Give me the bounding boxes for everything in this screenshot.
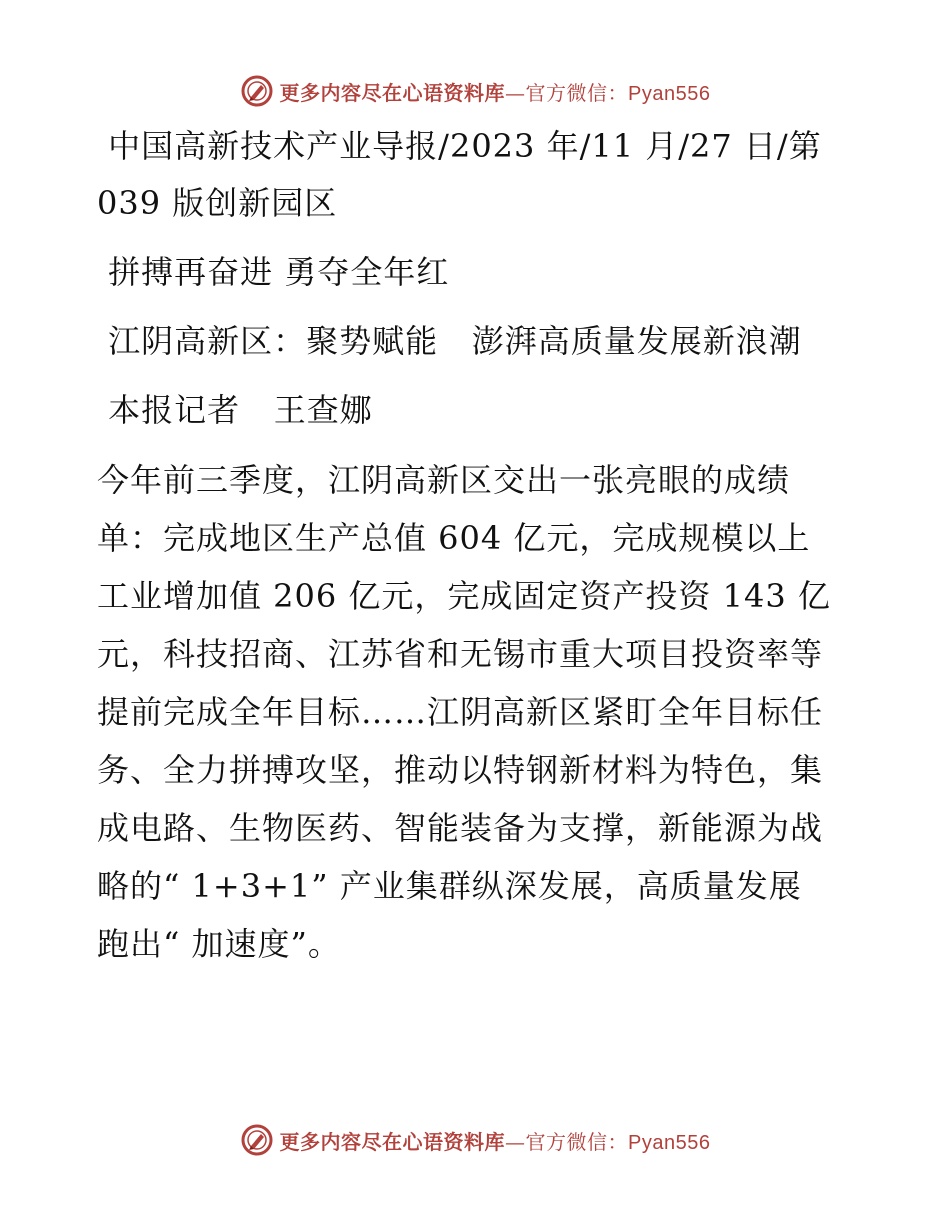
body-line: 跑出“ 加速度”。 — [97, 925, 341, 963]
body-line: 今年前三季度，江阴高新区交出一张亮眼的成绩 — [97, 461, 791, 499]
body-line: 工业增加值 206 亿元，完成固定资产投资 143 亿 — [97, 577, 831, 615]
article — [97, 118, 857, 973]
watermark-separator: — — [505, 80, 526, 105]
footer-watermark — [0, 1120, 950, 1160]
article-kicker: 拼搏再奋进 勇夺全年红 — [97, 253, 450, 291]
source-line-continued: 039 版创新园区 — [97, 184, 338, 222]
watermark-title: 更多内容尽在心语资料库 — [279, 80, 506, 105]
article-headline: 江阴高新区：聚势赋能 澎湃高质量发展新浪潮 — [97, 322, 802, 360]
body-line: 元，科技招商、江苏省和无锡市重大项目投资率等 — [97, 635, 824, 673]
body-line: 略的“ 1+3+1” 产业集群纵深发展，高质量发展 — [97, 867, 802, 905]
source-line: 中国高新技术产业导报/2023 年/11 月/27 日/第 — [97, 127, 822, 165]
body-line: 务、全力拼搏攻坚，推动以特钢新材料为特色，集 — [97, 751, 824, 789]
watermark-text — [280, 1126, 711, 1155]
body-line: 成电路、生物医药、智能装备为支撑，新能源为战 — [97, 809, 824, 847]
watermark-text — [280, 77, 711, 106]
body-line: 提前完成全年目标……江阴高新区紧盯全年目标任 — [97, 693, 824, 731]
watermark-title: 更多内容尽在心语资料库 — [279, 1129, 506, 1154]
pen-nib-logo-icon — [240, 74, 274, 108]
pen-nib-logo-icon — [240, 1123, 274, 1157]
article-body — [97, 451, 857, 973]
watermark-wechat: 官方微信：Pyan556 — [525, 82, 711, 105]
header-watermark — [0, 71, 950, 111]
watermark-wechat: 官方微信：Pyan556 — [525, 1131, 711, 1154]
article-byline: 本报记者 王查娜 — [97, 391, 373, 429]
watermark-separator: — — [505, 1129, 526, 1154]
body-line: 单：完成地区生产总值 604 亿元，完成规模以上 — [97, 519, 811, 557]
